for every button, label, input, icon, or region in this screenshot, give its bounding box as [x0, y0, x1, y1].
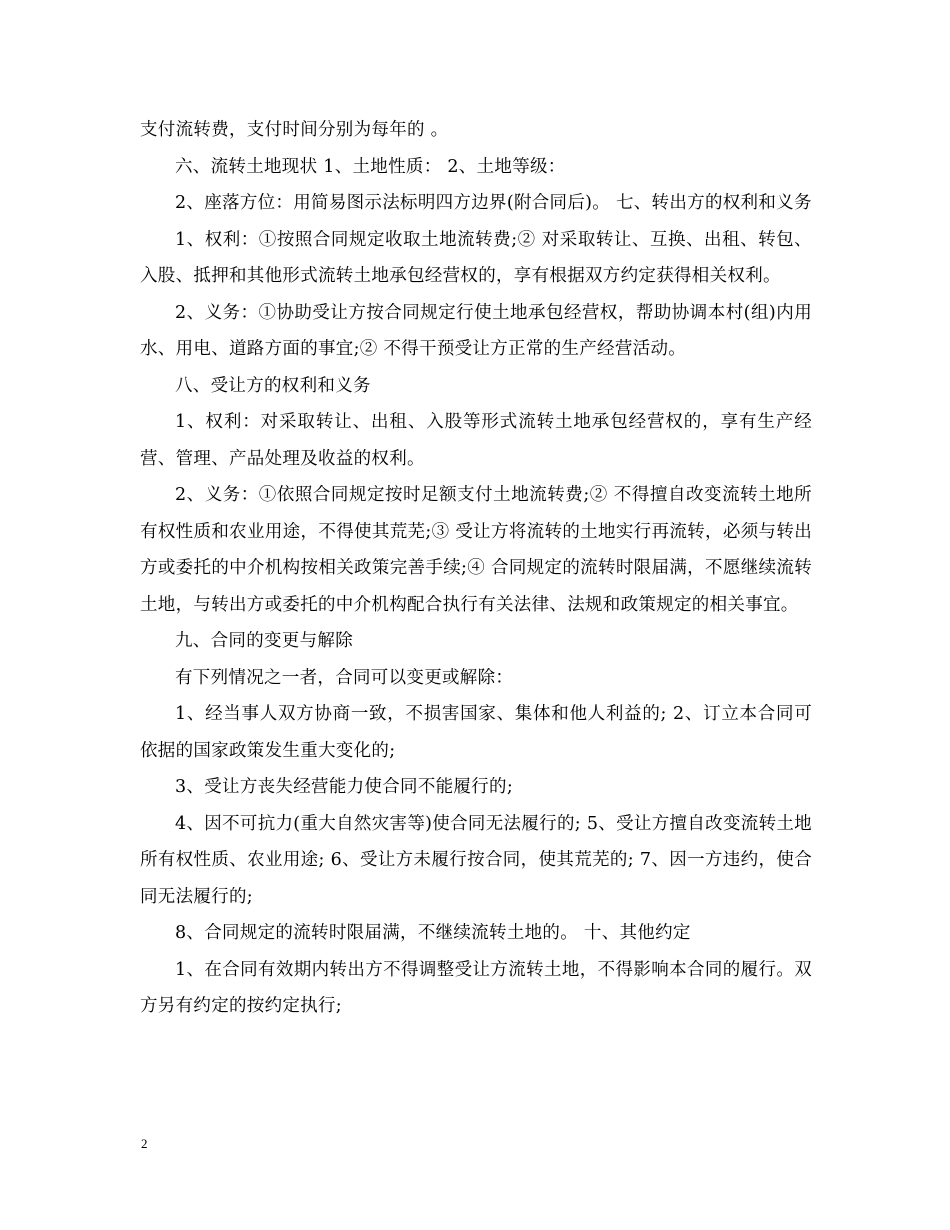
paragraph-transferor-obligations: 2、义务：①协助受让方按合同规定行使土地承包经营权，帮助协调本村(组)内用水、用电、道路方面的事宜;② 不得干预受让方正常的生产经营活动。	[140, 302, 812, 359]
paragraph-payment-time: 支付流转费，支付时间分别为每年的 。	[140, 120, 449, 140]
page-number: 2	[141, 1136, 148, 1151]
paragraph-conditions-1-2: 1、经当事人双方协商一致，不损害国家、集体和他人利益的; 2、订立本合同可依据的国家政策发生重大变化的;	[140, 704, 812, 761]
paragraph-transferee-rights: 1、权利：对采取转让、出租、入股等形式流转土地承包经营权的，享有生产经营、管理、产品处理及收益的权利。	[140, 412, 812, 469]
paragraph-location-and-section-7: 2、座落方位：用简易图示法标明四方边界(附合同后)。 七、转出方的权利和义务	[175, 193, 812, 213]
paragraph-condition-8-and-section-10: 8、合同规定的流转时限届满，不继续流转土地的。 十、其他约定	[175, 923, 691, 943]
paragraph-transferor-rights: 1、权利：①按照合同规定收取土地流转费;② 对采取转让、互换、出租、转包、入股、抵押和其他形式流转土地承包经营权的，享有根据双方约定获得相关权利。	[140, 229, 812, 286]
paragraph-conditions-4-7: 4、因不可抗力(重大自然灾害等)使合同无法履行的; 5、受让方擅自改变流转土地所有权性质、农业用途; 6、受让方未履行按合同，使其荒芜的; 7、因一方违约，使合同无法履行的;	[140, 813, 812, 907]
document-body	[140, 112, 812, 1025]
paragraph-section-8-heading: 八、受让方的权利和义务	[175, 375, 371, 396]
paragraph-condition-3: 3、受让方丧失经营能力使合同不能履行的;	[175, 777, 514, 797]
paragraph-section-9-heading: 九、合同的变更与解除	[175, 631, 353, 651]
paragraph-other-agreement-1: 1、在合同有效期内转出方不得调整受让方流转土地，不得影响本合同的履行。双方另有约定的按约定执行;	[140, 959, 812, 1016]
paragraph-section-6-land-status: 六、流转土地现状 1、土地性质： 2、土地等级：	[175, 156, 566, 177]
paragraph-transferee-obligations: 2、义务：①依照合同规定按时足额支付土地流转费;② 不得擅自改变流转土地所有权性质和农业用途，不得使其荒芜;③ 受让方将流转的土地实行再流转，必须与转出方或委托的中介机构按相关政策完善手续;④ 合同规定的流转时限届满，不愿继续流转土地，与转出方或委托的中介机构配合执行有关法律、法规和政策规定的相关事宜。	[140, 485, 812, 615]
paragraph-change-conditions-intro: 有下列情况之一者，合同可以变更或解除：	[175, 667, 514, 688]
